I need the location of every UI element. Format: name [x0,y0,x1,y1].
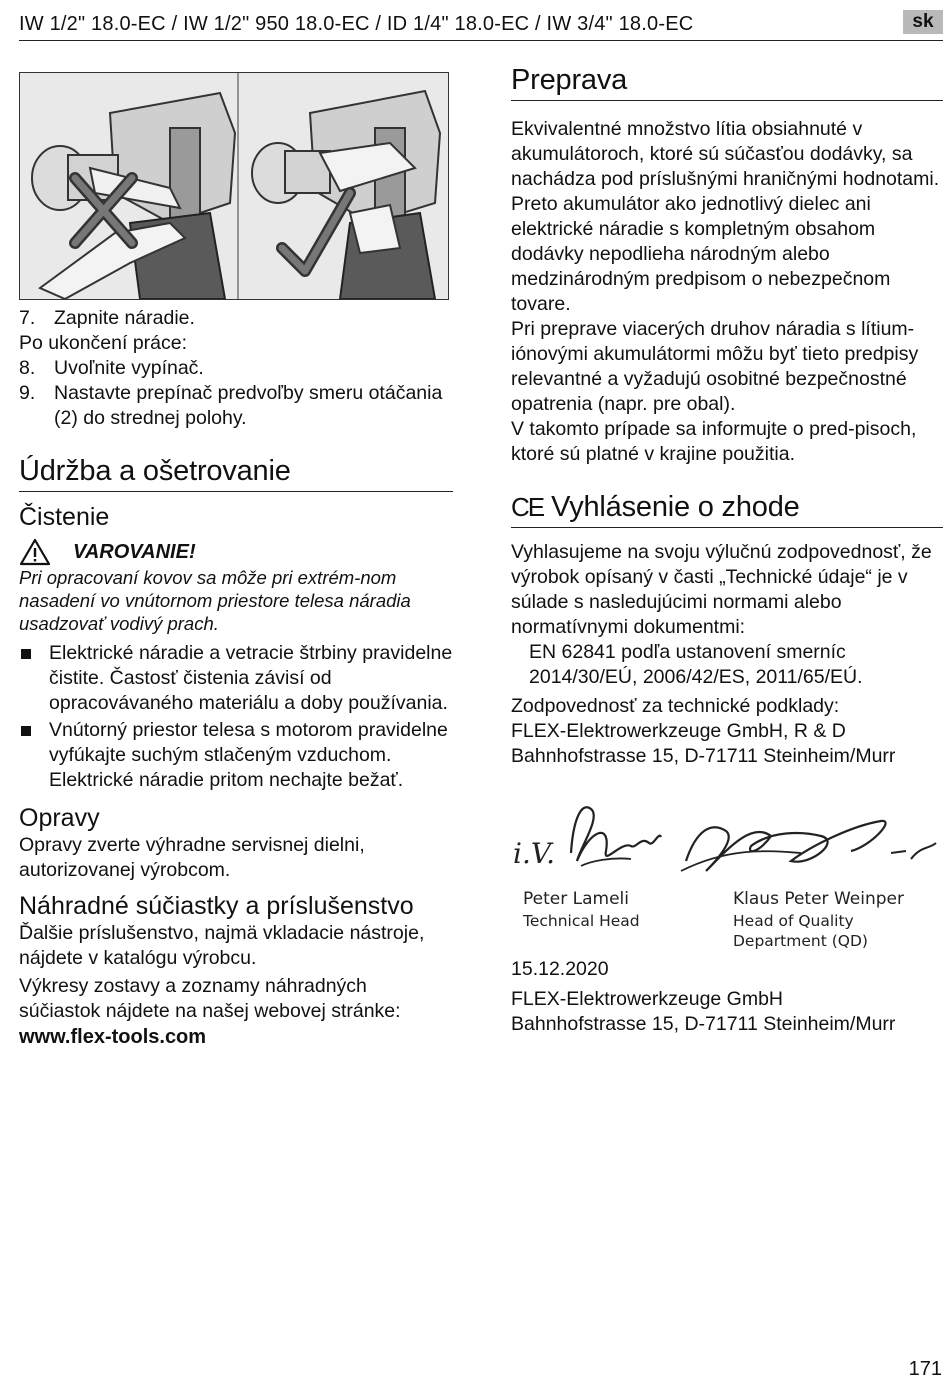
bullet-square-icon [21,726,31,736]
tool-grip-illustration [19,72,449,300]
parts-heading: Náhradné súčiastky a príslušenstvo [19,892,414,920]
warning-title: VAROVANIE! [73,540,196,563]
website-link[interactable]: www.flex-tools.com [19,1026,207,1048]
transport-paragraph-2: Pri preprave viacerých druhov náradia s lítium-iónovými akumulátormi môžu byť tieto predpisy relevantné a vyžadujú osobitné bezpečnostné opatrenia (napr. pre obal). [511,318,919,415]
page-header [19,10,943,41]
warning-text: Pri opracovaní kovov sa môže pri extrém-nom nasadení vo vnútornom priestore telesa náradia usadzovať vodivý prach. [19,567,411,634]
language-badge: sk [903,10,943,34]
step-9: 9. Nastavte prepínač predvoľby smeru otáčania (2) do strednej polohy. [19,382,443,429]
page-number: 171 [908,1358,942,1380]
declaration-date: 15.12.2020 [511,958,609,980]
signatory-name: Peter Lameli [523,889,629,909]
bullet-item: Elektrické náradie a vetracie štrbiny pravidelne čistite. Častosť čistenia závisí od opracovávaného materiálu a doby používania. [19,641,453,716]
company-address-2: Bahnhofstrasse 15, D-71711 Steinheim/Murr [511,1013,896,1035]
step-8: 8. Uvoľnite vypínač. [19,357,204,379]
company-name: FLEX-Elektrowerkzeuge GmbH [511,988,784,1010]
right-column [511,62,943,1037]
repairs-text: Opravy zverte výhradne servisnej dielni, autorizovanej výrobcom. [19,834,365,881]
header-title: IW 1/2" 18.0-EC / IW 1/2" 950 18.0-EC / ID 1/4" 18.0-EC / IW 3/4" 18.0-EC [19,13,694,35]
transport-paragraph-1: Ekvivalentné množstvo lítia obsiahnuté v akumulátoroch, ktoré sú súčasťou dodávky, sa nachádza pod príslušnými hraničnými hodnotami. Preto akumulátor ako jednotlivý dielec ani elektrické náradie s kompletným obsahom dodávky nepodlieha národným alebo medzinárodným predpisom o nebezpečnom tovare. [511,118,940,315]
handwritten-signatures [511,791,943,891]
signatory-name: Klaus Peter Weinper [733,889,904,909]
bullet-item: Vnútorný priestor telesa s motorom pravidelne vyfúkajte suchým stlačeným vzduchom. Elektrické náradie pritom nechajte bežať. [19,718,453,793]
signatory-role: Technical Head [523,912,640,930]
cleaning-heading: Čistenie [19,503,110,531]
svg-text:i.V.: i.V. [513,837,556,870]
parts-text: Ďalšie príslušenstvo, najmä vkladacie nástroje, nájdete v katalógu výrobcu. [19,922,425,969]
warning-row [19,538,453,566]
left-column [19,72,453,1050]
declaration-standard: EN 62841 podľa ustanovení smerníc 2014/30/EÚ, 2006/42/ES, 2011/65/EÚ. [529,641,863,688]
declaration-paragraph: Vyhlasujeme na svoju výlučnú zodpovednosť, že výrobok opísaný v časti „Technické údaje“ je v súlade s nasledujúcimi normami alebo normatívnymi dokumentmi: [511,541,932,638]
signatory-role: Head of Quality Department (QD) [733,912,868,950]
signatures [511,791,943,951]
warning-triangle-icon [19,538,51,566]
parts-text-2: Výkresy zostavy a zoznamy náhradných súčiastok nájdete na našej webovej stránke: [19,975,401,1022]
transport-heading: Preprava [511,62,943,101]
ce-mark-icon: CE [511,492,544,522]
after-work-label: Po ukončení práce: [19,332,188,354]
company-rd: FLEX-Elektrowerkzeuge GmbH, R & D [511,720,846,742]
repairs-heading: Opravy [19,804,100,832]
declaration-heading: CE Vyhlásenie o zhode [511,489,943,528]
maintenance-heading: Údržba a ošetrovanie [19,453,453,492]
impact-wrench-drawing [20,73,448,299]
transport-paragraph-3: V takomto prípade sa informujte o pred-pisoch, ktoré sú platné v krajine použitia. [511,418,917,465]
company-address: Bahnhofstrasse 15, D-71711 Steinheim/Murr [511,745,896,767]
bullet-square-icon [21,649,31,659]
responsible-label: Zodpovednosť za technické podklady: [511,695,840,717]
step-7: 7. Zapnite náradie. [19,307,195,329]
